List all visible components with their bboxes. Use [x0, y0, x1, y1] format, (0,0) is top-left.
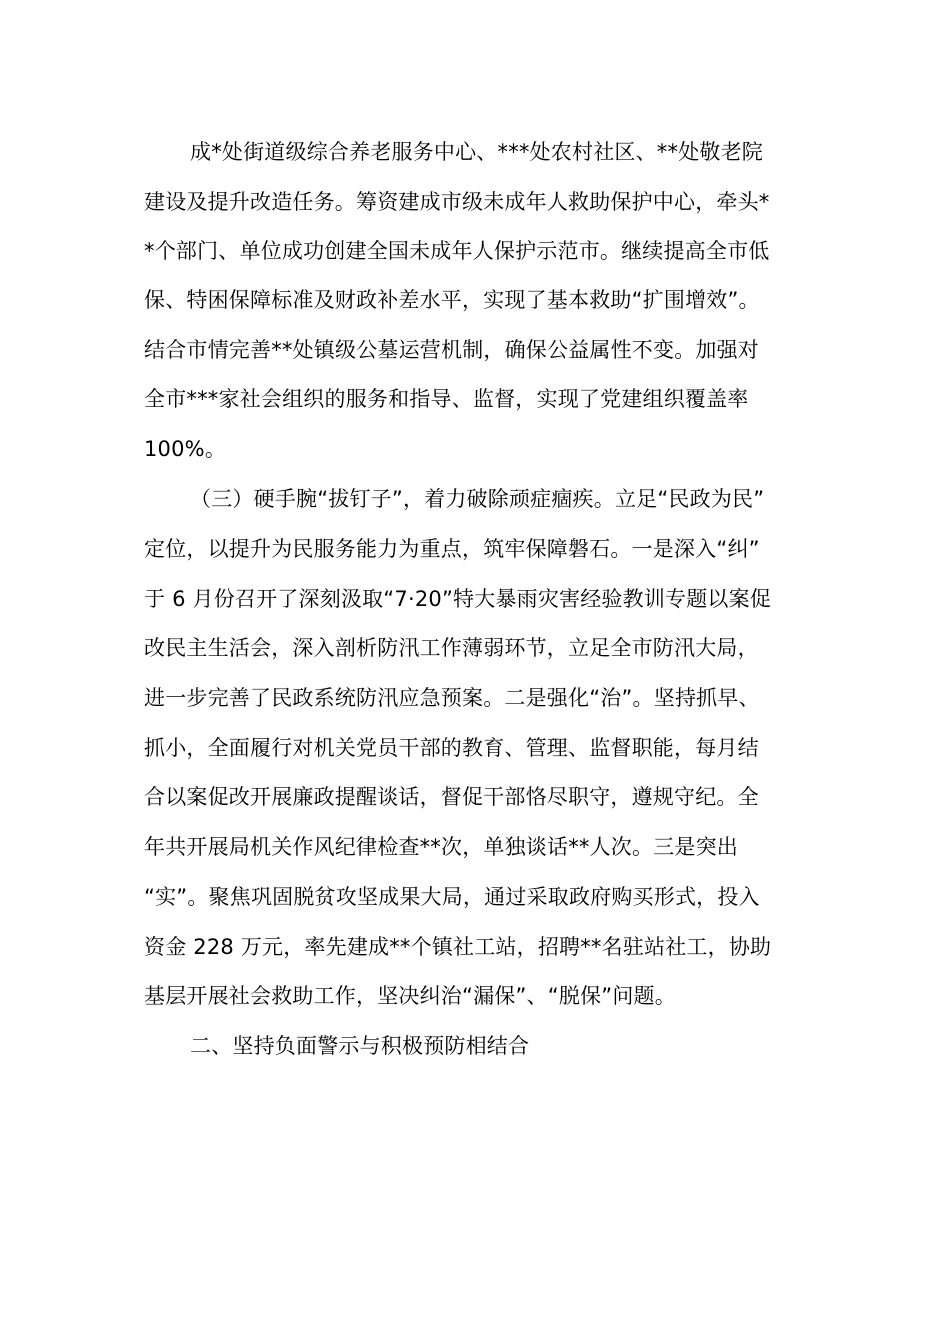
section-heading-3: （三）硬手腕“拔钉子”，着力破除顽症痼疾。立足“民政为民” [190, 487, 765, 511]
text-line-10: 于 6 月份召开了深刻汲取“7·20”特大暴雨灾害经验教训专题以案促 [144, 587, 772, 611]
text-line-6: 全市***家社会组织的服务和指导、监督，实现了党建组织覆盖率 [144, 387, 749, 411]
section-heading-2: 二、坚持负面警示与积极预防相结合 [190, 1034, 530, 1058]
text-line-7: 100%。 [144, 437, 227, 461]
text-line-18: 基层开展社会救助工作，坚决纠治“漏保”、“脱保”问题。 [144, 984, 676, 1008]
text-line-1: 成*处街道级综合养老服务中心、***处农村社区、**处敬老院 [190, 140, 763, 164]
text-line-13: 抓小，全面履行对机关党员干部的教育、管理、监督职能，每月结 [144, 736, 759, 760]
text-line-14: 合以案促改开展廉政提醒谈话，督促干部恪尽职守，遵规守纪。全 [144, 785, 759, 809]
text-line-3: *个部门、单位成功创建全国未成年人保护示范市。继续提高全市低 [144, 239, 770, 263]
text-line-4: 保、特困保障标准及财政补差水平，实现了基本救助“扩围增效”。 [144, 288, 760, 312]
text-line-15: 年共开展局机关作风纪律检查**次，单独谈话**人次。三是突出 [144, 835, 738, 859]
text-line-16: “实”。聚焦巩固脱贫攻坚成果大局，通过采取政府购买形式，投入 [144, 885, 760, 909]
text-line-12: 进一步完善了民政系统防汛应急预案。二是强化“治”。坚持抓早、 [144, 686, 760, 710]
text-line-17: 资金 228 万元，率先建成**个镇社工站，招聘**名驻站社工，协助 [144, 935, 772, 959]
text-line-5: 结合市情完善**处镇级公墓运营机制，确保公益属性不变。加强对 [144, 338, 759, 362]
text-line-9: 定位，以提升为民服务能力为重点，筑牢保障磐石。一是深入“纠” [144, 537, 760, 561]
text-line-11: 改民主生活会，深入剖析防汛工作薄弱环节，立足全市防汛大局， [144, 636, 759, 660]
text-line-2: 建设及提升改造任务。筹资建成市级未成年人救助保护中心，牵头* [144, 190, 770, 214]
